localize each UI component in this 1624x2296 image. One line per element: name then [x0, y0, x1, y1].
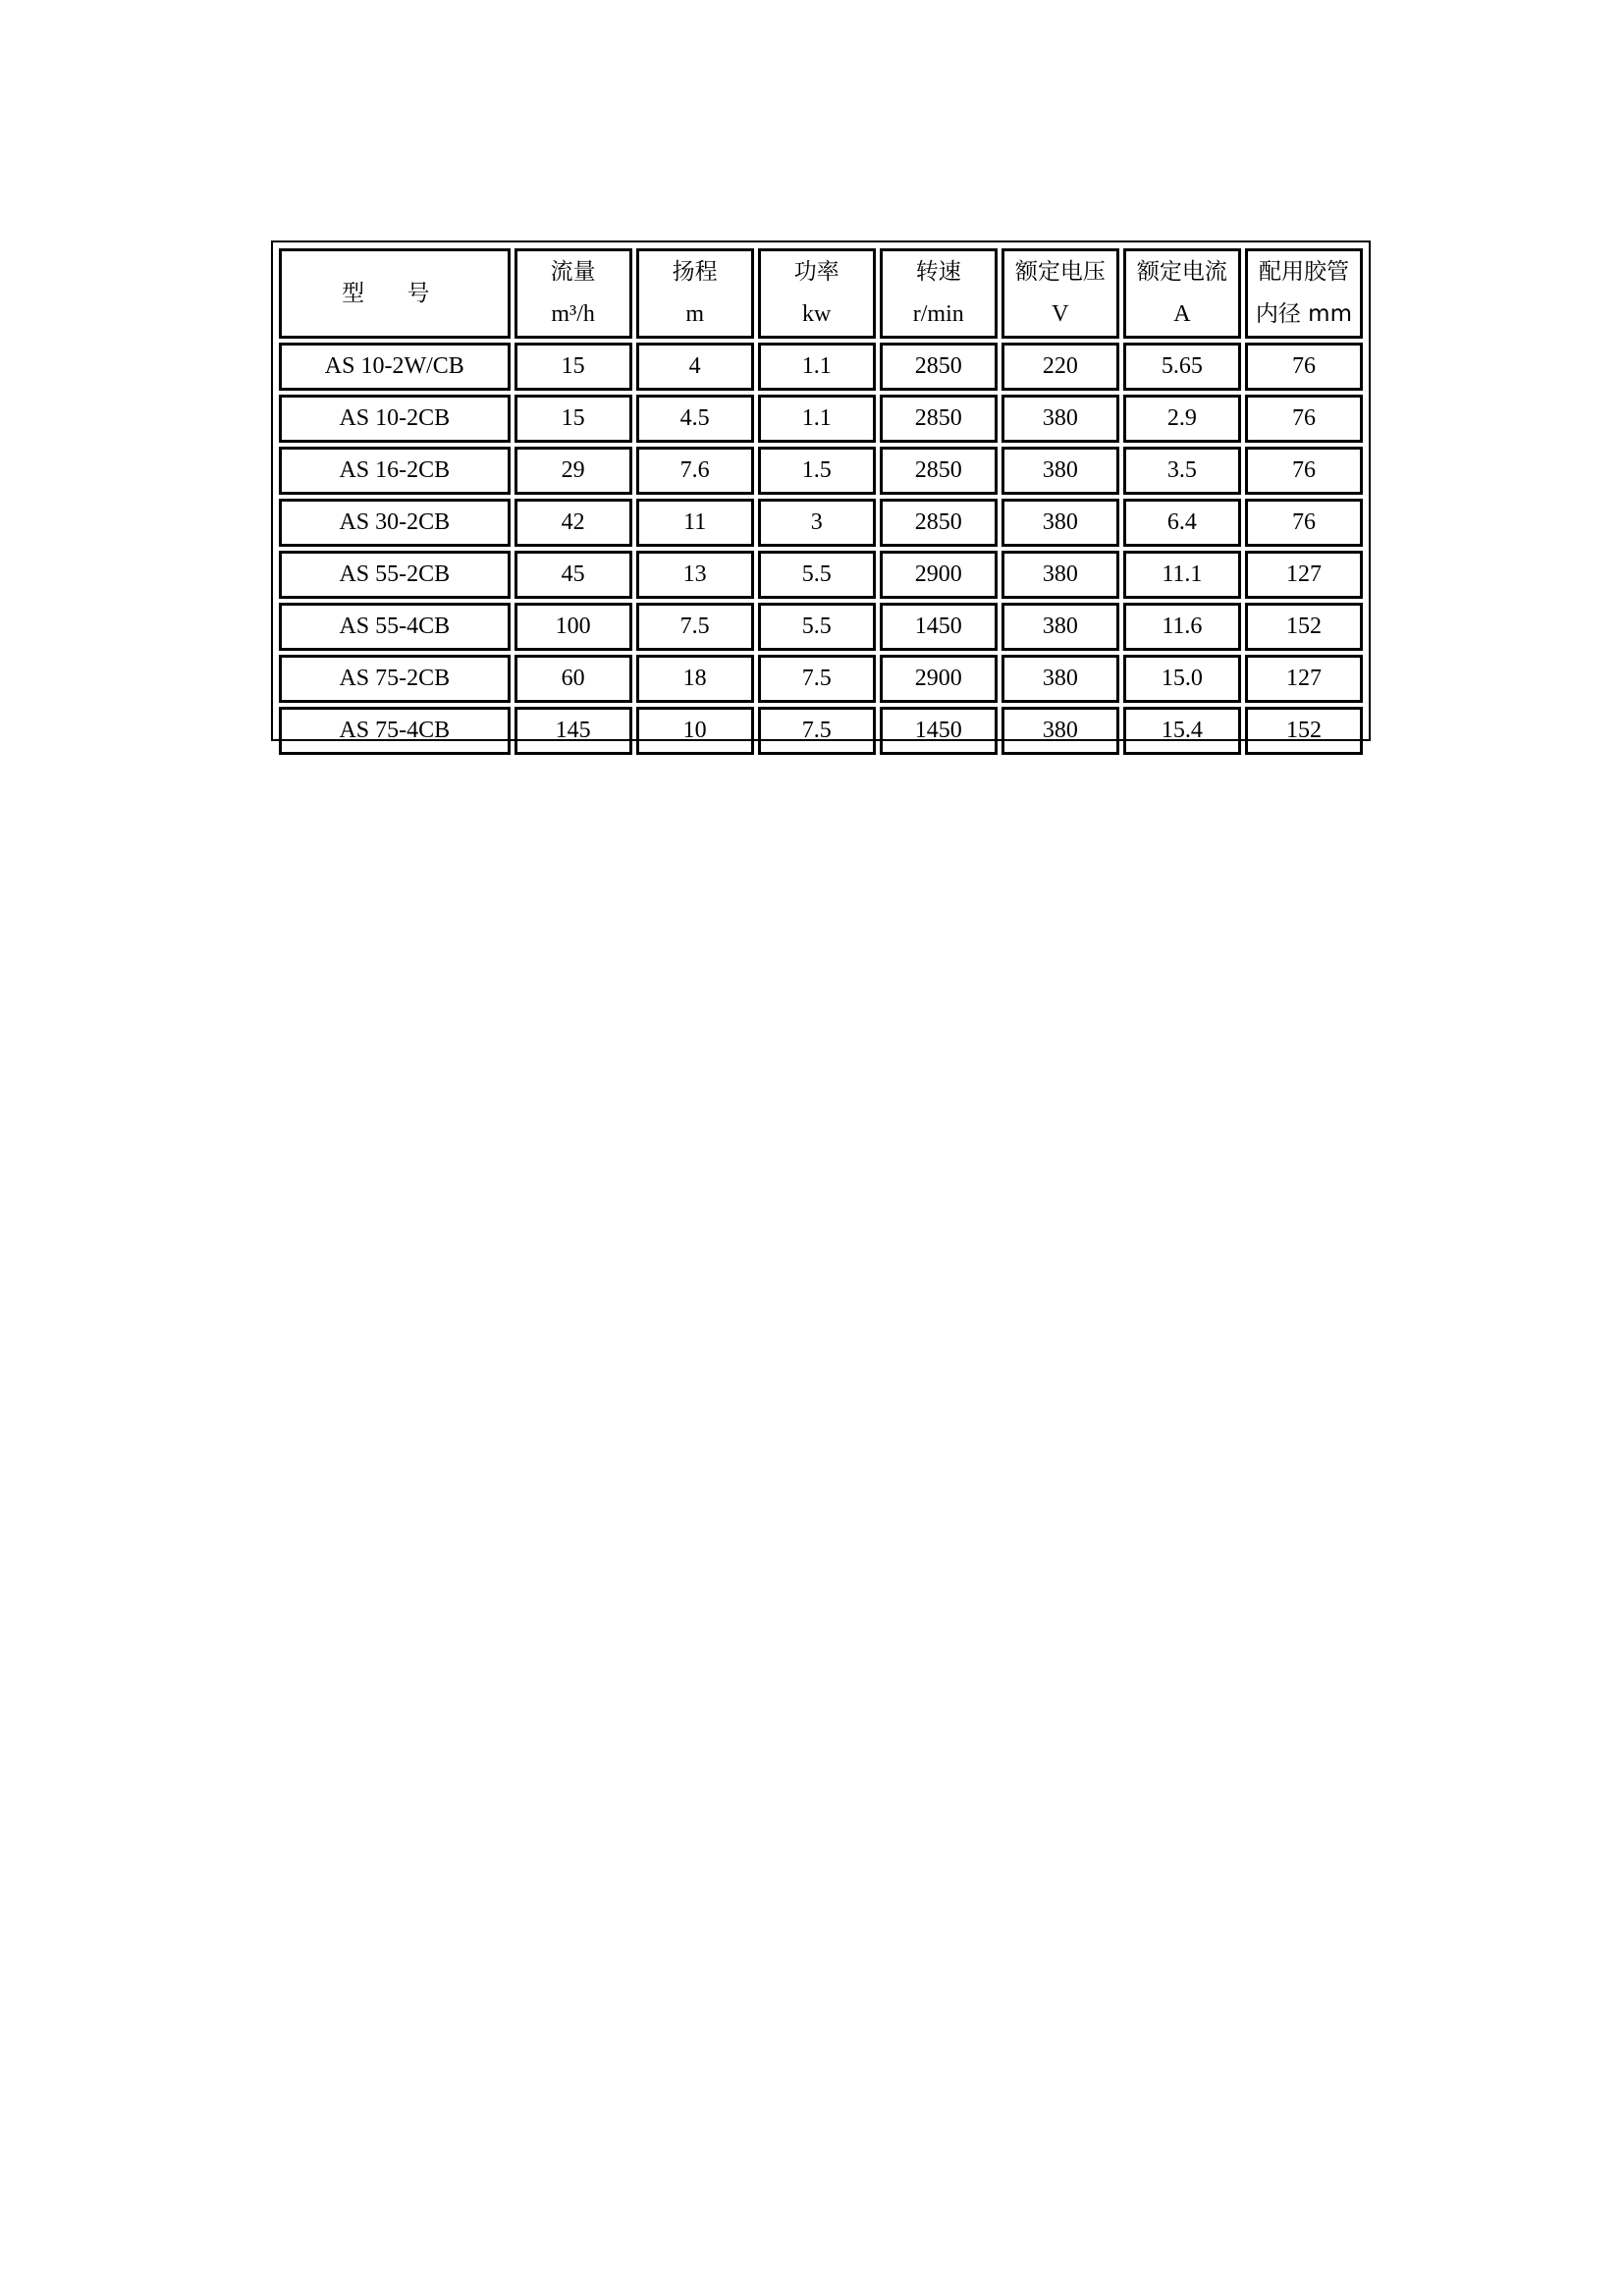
header-title: 扬程	[672, 259, 718, 285]
header-title: 额定电压	[1014, 259, 1106, 285]
cell-head: 4.5	[636, 395, 754, 443]
header-model	[279, 248, 511, 339]
cell-current: 2.9	[1123, 395, 1241, 443]
cell-speed: 1450	[880, 707, 998, 755]
cell-current: 11.6	[1123, 603, 1241, 651]
cell-power: 7.5	[758, 707, 876, 755]
table-row	[279, 395, 1363, 443]
header-title: 功率	[793, 259, 839, 285]
header-title: 配用胶管	[1258, 259, 1349, 285]
cell-current: 3.5	[1123, 447, 1241, 495]
cell-voltage: 380	[1001, 499, 1119, 547]
cell-speed: 2850	[880, 395, 998, 443]
header-title: 额定电流	[1136, 259, 1227, 285]
cell-head: 4	[636, 343, 754, 391]
cell-voltage: 220	[1001, 343, 1119, 391]
cell-hose: 76	[1245, 499, 1363, 547]
cell-flow: 15	[514, 343, 632, 391]
cell-model: AS 75-4CB	[279, 707, 511, 755]
header-title: 转速	[915, 259, 961, 285]
cell-current: 15.4	[1123, 707, 1241, 755]
cell-flow: 15	[514, 395, 632, 443]
cell-flow: 29	[514, 447, 632, 495]
cell-hose: 127	[1245, 551, 1363, 599]
pump-spec-table	[275, 244, 1367, 759]
cell-head: 7.6	[636, 447, 754, 495]
spec-table-frame	[271, 240, 1371, 744]
cell-voltage: 380	[1001, 395, 1119, 443]
cell-head: 7.5	[636, 603, 754, 651]
cell-voltage: 380	[1001, 707, 1119, 755]
cell-speed: 2850	[880, 447, 998, 495]
table-row	[279, 447, 1363, 495]
cell-voltage: 380	[1001, 551, 1119, 599]
cell-head: 11	[636, 499, 754, 547]
table-row	[279, 551, 1363, 599]
cell-model: AS 30-2CB	[279, 499, 511, 547]
cell-speed: 2850	[880, 343, 998, 391]
cell-power: 1.5	[758, 447, 876, 495]
cell-model: AS 55-4CB	[279, 603, 511, 651]
cell-flow: 45	[514, 551, 632, 599]
cell-model: AS 55-2CB	[279, 551, 511, 599]
header-unit: r/min	[912, 301, 964, 327]
cell-voltage: 380	[1001, 447, 1119, 495]
table-row	[279, 499, 1363, 547]
cell-model: AS 10-2W/CB	[279, 343, 511, 391]
header-title: 型 号	[342, 280, 448, 306]
cell-head: 10	[636, 707, 754, 755]
header-unit: m³/h	[551, 301, 595, 327]
cell-power: 3	[758, 499, 876, 547]
table-row	[279, 603, 1363, 651]
cell-hose: 152	[1245, 603, 1363, 651]
cell-power: 1.1	[758, 395, 876, 443]
cell-hose: 127	[1245, 655, 1363, 703]
header-hose	[1245, 248, 1363, 339]
header-unit: kw	[802, 301, 832, 327]
cell-speed: 2900	[880, 655, 998, 703]
cell-model: AS 16-2CB	[279, 447, 511, 495]
table-body	[279, 343, 1363, 755]
cell-hose: 76	[1245, 395, 1363, 443]
table-row	[279, 707, 1363, 755]
table-header-row	[279, 248, 1363, 339]
cell-voltage: 380	[1001, 655, 1119, 703]
table-row	[279, 655, 1363, 703]
header-head	[636, 248, 754, 339]
cell-hose: 76	[1245, 343, 1363, 391]
header-unit: m	[685, 301, 705, 327]
header-speed	[880, 248, 998, 339]
cell-power: 5.5	[758, 603, 876, 651]
cell-voltage: 380	[1001, 603, 1119, 651]
cell-head: 18	[636, 655, 754, 703]
header-voltage	[1001, 248, 1119, 339]
cell-current: 15.0	[1123, 655, 1241, 703]
cell-flow: 145	[514, 707, 632, 755]
header-unit: V	[1052, 301, 1069, 327]
cell-current: 11.1	[1123, 551, 1241, 599]
header-power	[758, 248, 876, 339]
cell-model: AS 75-2CB	[279, 655, 511, 703]
cell-hose: 152	[1245, 707, 1363, 755]
header-unit: A	[1173, 301, 1191, 327]
cell-current: 5.65	[1123, 343, 1241, 391]
cell-current: 6.4	[1123, 499, 1241, 547]
cell-power: 7.5	[758, 655, 876, 703]
header-title: 流量	[550, 259, 596, 285]
cell-speed: 2900	[880, 551, 998, 599]
cell-flow: 42	[514, 499, 632, 547]
cell-head: 13	[636, 551, 754, 599]
header-unit: 内径 mm	[1255, 301, 1352, 327]
header-flow	[514, 248, 632, 339]
cell-flow: 60	[514, 655, 632, 703]
cell-speed: 1450	[880, 603, 998, 651]
cell-power: 5.5	[758, 551, 876, 599]
cell-model: AS 10-2CB	[279, 395, 511, 443]
header-current	[1123, 248, 1241, 339]
cell-hose: 76	[1245, 447, 1363, 495]
cell-power: 1.1	[758, 343, 876, 391]
cell-speed: 2850	[880, 499, 998, 547]
cell-flow: 100	[514, 603, 632, 651]
table-row	[279, 343, 1363, 391]
